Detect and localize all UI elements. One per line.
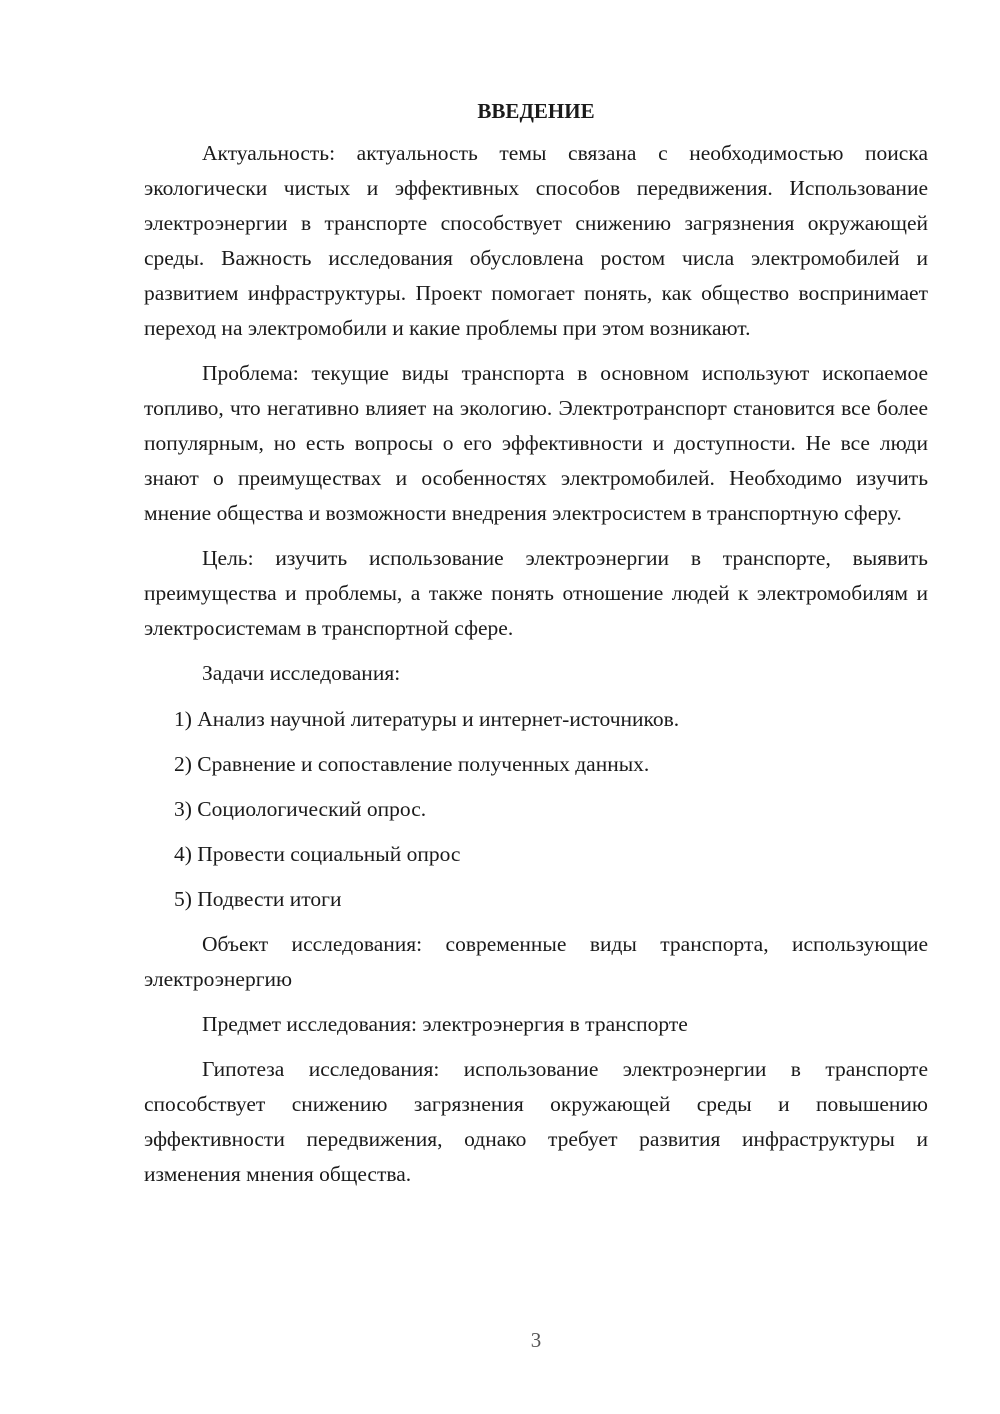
paragraph-hypothesis: Гипотеза исследования: использование электроэнергии в транспорте способствует снижению загрязнения окружающей среды и повышению эффективности передвижения, однако требует развития инфраструктуры и изменения мнения общества. xyxy=(144,1057,928,1186)
page-number: 3 xyxy=(530,1328,542,1352)
list-item: 4) Провести социальный опрос xyxy=(174,842,461,866)
paragraph-subject: Предмет исследования: электроэнергия в транспорте xyxy=(202,1012,688,1036)
list-item: 2) Сравнение и сопоставление полученных данных. xyxy=(174,752,650,776)
paragraph-relevance: Актуальность: актуальность темы связана с необходимостью поиска экологически чистых и эффективных способов передвижения. Использование электроэнергии в транспорте способствует снижению загрязнения окружающей среды. Важность исследования обусловлена ростом числа электромобилей и развитием инфраструктуры. Проект помогает понять, как общество воспринимает переход на электромобили и какие проблемы при этом возникают. xyxy=(144,141,928,340)
document-body xyxy=(144,96,928,1202)
list-item: 3) Социологический опрос. xyxy=(174,797,427,821)
paragraph-goal: Цель: изучить использование электроэнергии в транспорте, выявить преимущества и проблемы, а также понять отношение людей к электромобилям и электросистемам в транспортной сфере. xyxy=(144,546,928,640)
list-item: 5) Подвести итоги xyxy=(174,887,342,911)
paragraph-problem: Проблема: текущие виды транспорта в основном используют ископаемое топливо, что негативно влияет на экологию. Электротранспорт становится все более популярным, но есть вопросы о его эффективности и доступности. Не все люди знают о преимуществах и особенностях электромобилей. Необходимо изучить мнение общества и возможности внедрения электросистем в транспортную сферу. xyxy=(144,361,928,525)
tasks-heading: Задачи исследования: xyxy=(202,661,401,685)
tasks-list xyxy=(144,702,928,917)
list-item: 1) Анализ научной литературы и интернет-источников. xyxy=(174,707,680,731)
section-title: ВВЕДЕНИЕ xyxy=(477,99,595,123)
paragraph-object: Объект исследования: современные виды транспорта, использующие электроэнергию xyxy=(144,932,928,991)
